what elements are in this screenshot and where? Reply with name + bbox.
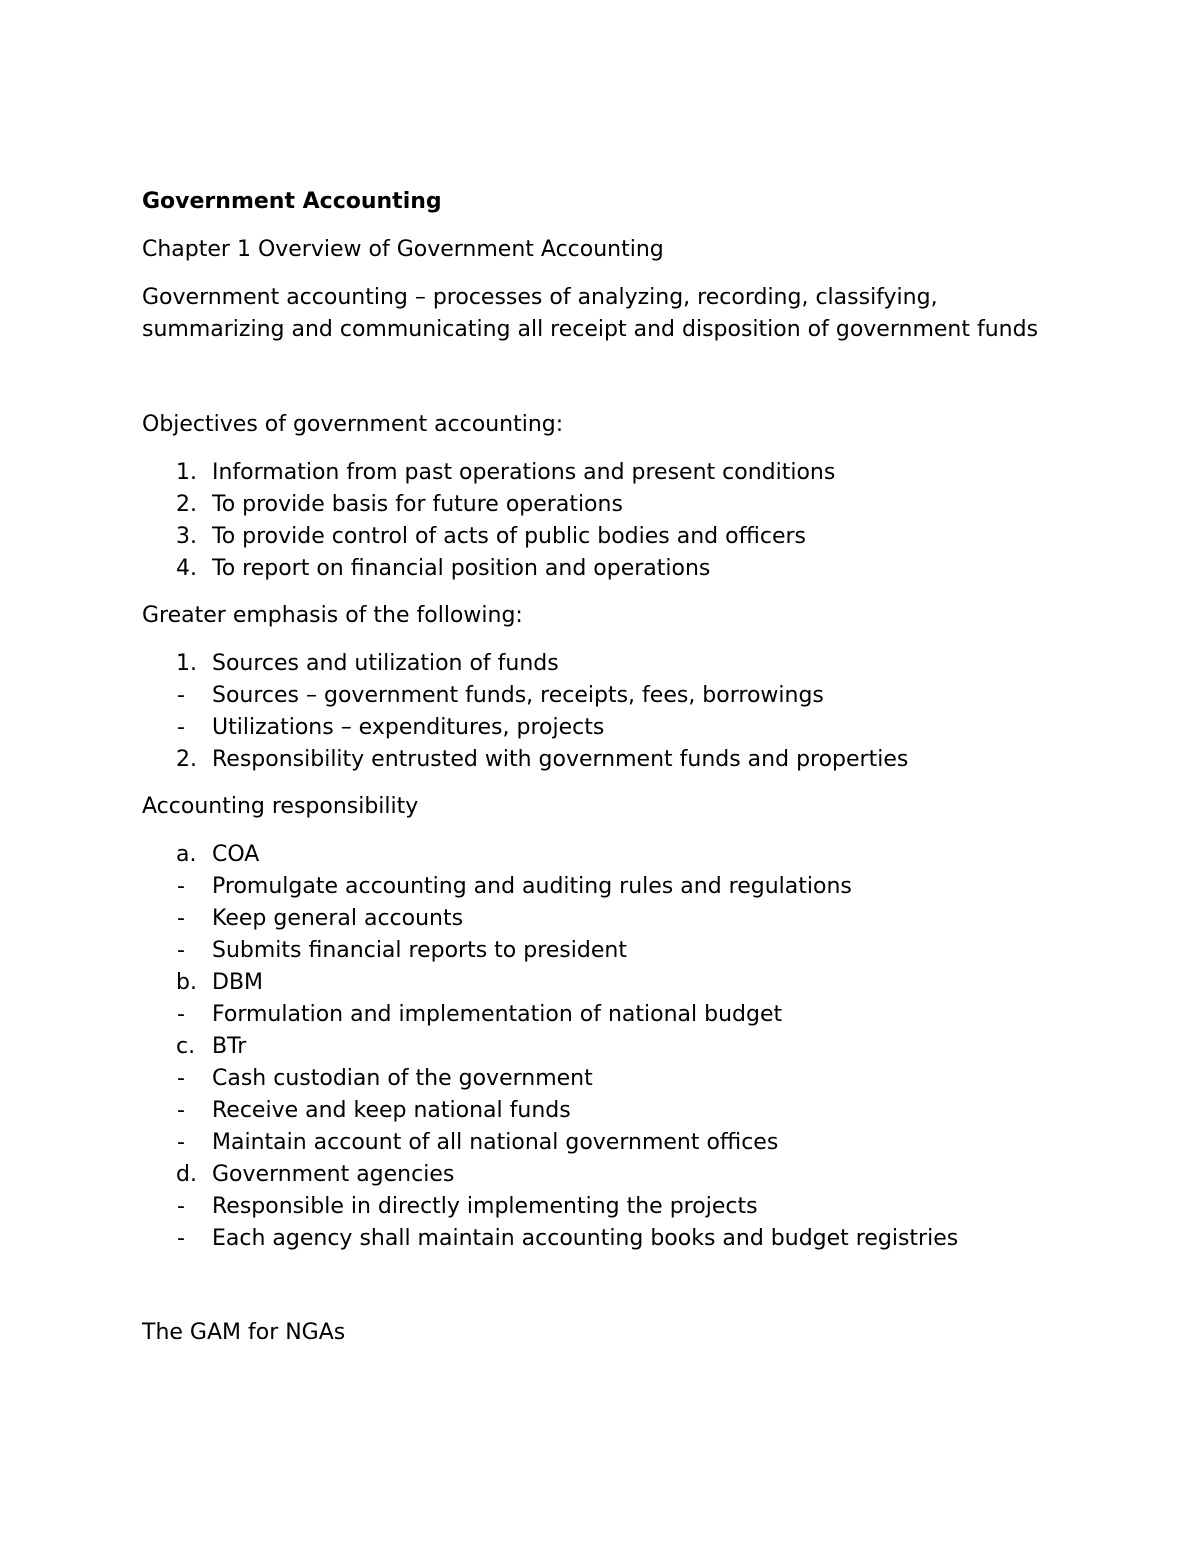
list-marker: - bbox=[177, 683, 185, 708]
objectives-heading: Objectives of government accounting: bbox=[142, 412, 564, 437]
section-spacer bbox=[142, 1270, 1042, 1317]
list-item-text: BTr bbox=[212, 1034, 247, 1059]
list-item bbox=[142, 1191, 1042, 1223]
list-item bbox=[142, 1095, 1042, 1127]
list-item-text: To report on financial position and operations bbox=[212, 556, 711, 581]
list-item bbox=[142, 1127, 1042, 1159]
list-marker: - bbox=[177, 906, 185, 931]
list-item-text: Information from past operations and present conditions bbox=[212, 460, 836, 485]
list-marker: - bbox=[177, 715, 185, 740]
list-item-text: To provide basis for future operations bbox=[212, 492, 623, 517]
list-marker: 2. bbox=[176, 492, 197, 517]
list-item bbox=[142, 744, 1042, 776]
list-item-text: Each agency shall maintain accounting books and budget registries bbox=[212, 1226, 959, 1251]
list-item bbox=[142, 935, 1042, 967]
gam-heading: The GAM for NGAs bbox=[142, 1320, 346, 1345]
list-item bbox=[142, 648, 1042, 680]
list-item bbox=[142, 489, 1042, 521]
list-marker: c. bbox=[176, 1034, 196, 1059]
list-item-text: DBM bbox=[212, 970, 264, 995]
list-item bbox=[142, 521, 1042, 553]
list-item bbox=[142, 903, 1042, 935]
list-item bbox=[142, 457, 1042, 489]
list-item bbox=[142, 553, 1042, 585]
list-item bbox=[142, 967, 1042, 999]
chapter-heading: Chapter 1 Overview of Government Accounting bbox=[142, 237, 664, 262]
list-item bbox=[142, 680, 1042, 712]
list-item-text: Responsible in directly implementing the projects bbox=[212, 1194, 758, 1219]
list-marker: - bbox=[177, 1098, 185, 1123]
list-item-text: Submits financial reports to president bbox=[212, 938, 627, 963]
objectives-list bbox=[142, 457, 1042, 585]
list-item-text: Sources and utilization of funds bbox=[212, 651, 559, 676]
responsibility-list bbox=[142, 839, 1042, 1255]
list-item-text: Cash custodian of the government bbox=[212, 1066, 593, 1091]
list-marker: - bbox=[177, 1194, 185, 1219]
list-marker: 4. bbox=[176, 556, 197, 581]
list-item-text: Formulation and implementation of national budget bbox=[212, 1002, 783, 1027]
document-page bbox=[142, 186, 1042, 1365]
list-item bbox=[142, 999, 1042, 1031]
list-item-text: Utilizations – expenditures, projects bbox=[212, 715, 605, 740]
list-item bbox=[142, 871, 1042, 903]
list-item bbox=[142, 1063, 1042, 1095]
list-marker: - bbox=[177, 1066, 185, 1091]
list-item-text: Keep general accounts bbox=[212, 906, 464, 931]
responsibility-heading: Accounting responsibility bbox=[142, 794, 419, 819]
list-item-text: Receive and keep national funds bbox=[212, 1098, 571, 1123]
list-item-text: COA bbox=[212, 842, 260, 867]
document-title: Government Accounting bbox=[142, 189, 442, 214]
list-item bbox=[142, 1031, 1042, 1063]
list-marker: d. bbox=[176, 1162, 197, 1187]
list-marker: 2. bbox=[176, 747, 197, 772]
list-item bbox=[142, 1159, 1042, 1191]
list-item bbox=[142, 1223, 1042, 1255]
list-marker: - bbox=[177, 938, 185, 963]
list-item-text: Promulgate accounting and auditing rules and regulations bbox=[212, 874, 852, 899]
definition-paragraph: Government accounting – processes of analyzing, recording, classifying, summarizing and communicating all receipt and disposition of government funds bbox=[142, 285, 1039, 342]
list-marker: 1. bbox=[176, 651, 197, 676]
list-item-text: To provide control of acts of public bodies and officers bbox=[212, 524, 806, 549]
list-item-text: Government agencies bbox=[212, 1162, 455, 1187]
list-item bbox=[142, 839, 1042, 871]
list-marker: b. bbox=[176, 970, 197, 995]
emphasis-list bbox=[142, 648, 1042, 776]
list-marker: 3. bbox=[176, 524, 197, 549]
list-item-text: Responsibility entrusted with government funds and properties bbox=[212, 747, 909, 772]
list-marker: - bbox=[177, 1130, 185, 1155]
list-item-text: Sources – government funds, receipts, fees, borrowings bbox=[212, 683, 824, 708]
list-item bbox=[142, 712, 1042, 744]
list-marker: - bbox=[177, 1002, 185, 1027]
emphasis-heading: Greater emphasis of the following: bbox=[142, 603, 523, 628]
list-marker: 1. bbox=[176, 460, 197, 485]
list-marker: - bbox=[177, 874, 185, 899]
list-item-text: Maintain account of all national government offices bbox=[212, 1130, 779, 1155]
list-marker: - bbox=[177, 1226, 185, 1251]
list-marker: a. bbox=[176, 842, 197, 867]
